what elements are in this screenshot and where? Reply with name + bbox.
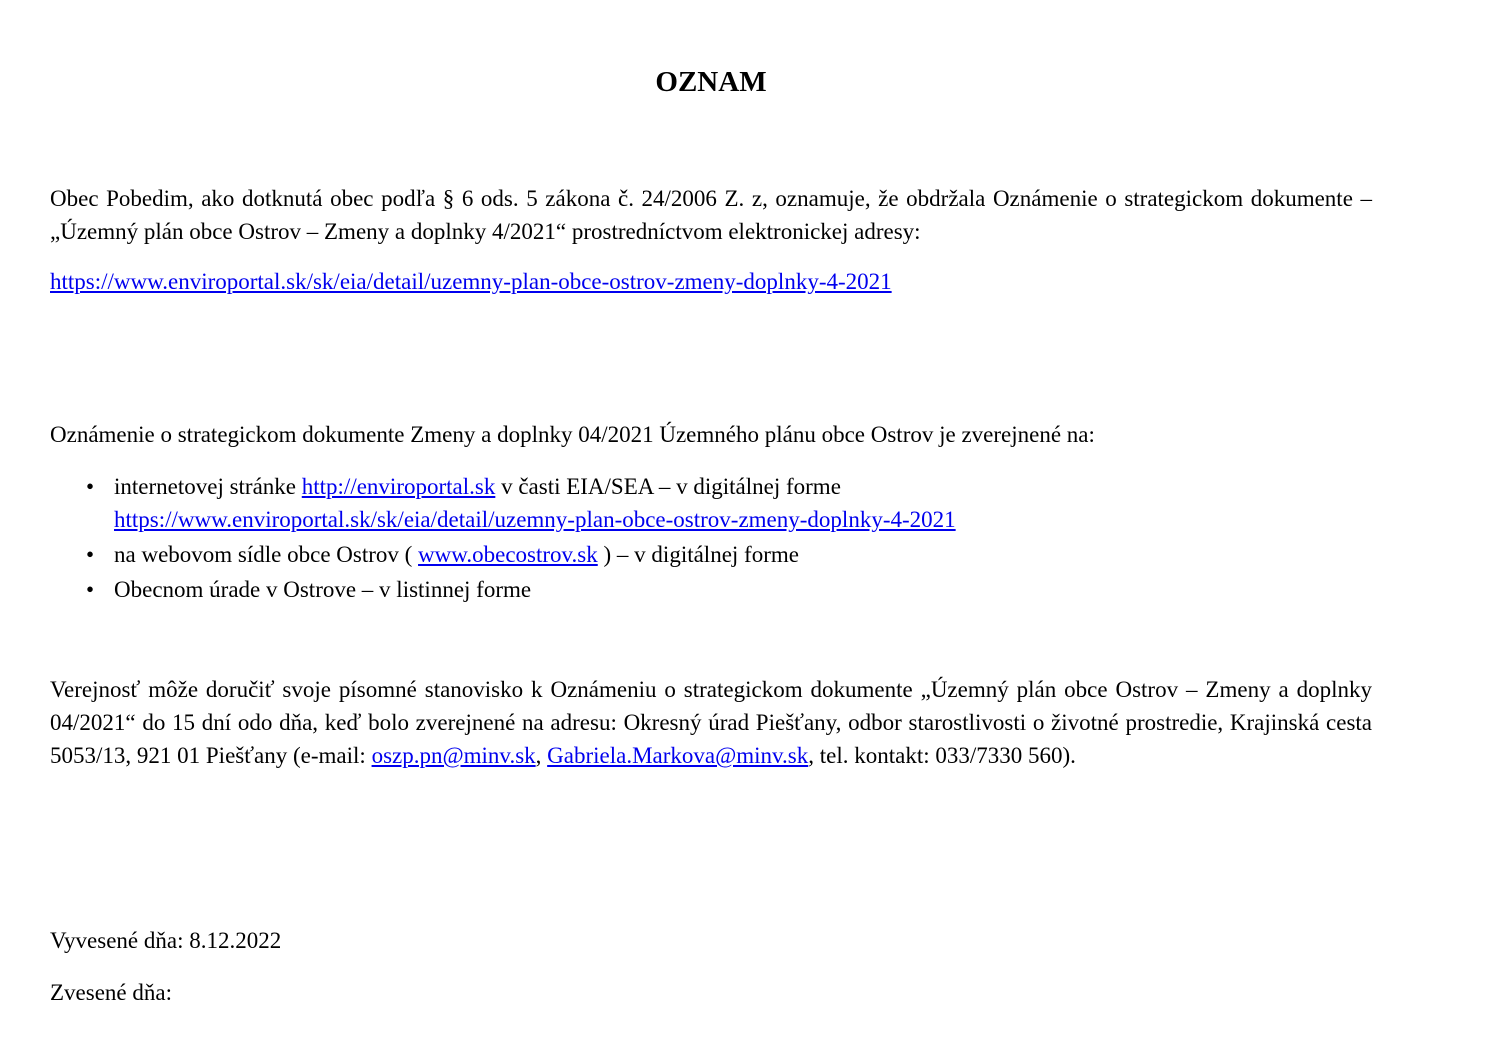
- enviroportal-detail-link[interactable]: https://www.enviroportal.sk/sk/eia/detail/uzemny-plan-obce-ostrov-zmeny-doplnky-4-2021: [50, 269, 892, 294]
- list-item-prefix: na webovom sídle obce Ostrov (: [114, 542, 419, 567]
- bullet-icon: •: [85, 542, 95, 567]
- intro-paragraph: [50, 182, 1372, 248]
- list-item: [50, 538, 1372, 571]
- public-tail: , tel. kontakt: 033/7330 560).: [808, 743, 1076, 768]
- intro-text: Obec Pobedim, ako dotknutá obec podľa § 6 ods. 5 zákona č. 24/2006 Z. z, oznamuje, že obdržala Oznámenie o strategickom dokumente – „Územný plán obce Ostrov – Zmeny a doplnky 4/2021“ prostredníctvom elektronickej adresy:: [50, 186, 1372, 244]
- public-paragraph: [50, 673, 1372, 772]
- email-link-markova[interactable]: Gabriela.Markova@minv.sk: [547, 743, 809, 768]
- published-heading: Oznámenie o strategickom dokumente Zmeny a doplnky 04/2021 Územného plánu obce Ostrov je zverejnené na:: [50, 422, 1095, 447]
- email-separator: ,: [535, 743, 548, 768]
- bullet-icon: •: [85, 577, 95, 602]
- intro-link-paragraph: [50, 265, 1372, 298]
- publication-list: [50, 470, 1372, 608]
- enviroportal-detail-link-2[interactable]: https://www.enviroportal.sk/sk/eia/detail/uzemny-plan-obce-ostrov-zmeny-doplnky-4-2021: [114, 507, 956, 532]
- list-item-suffix: ) – v digitálnej forme: [597, 542, 799, 567]
- list-item-suffix: v časti EIA/SEA – v digitálnej forme: [495, 474, 841, 499]
- list-item: [50, 470, 1372, 536]
- list-item: [50, 573, 1372, 606]
- removed-date: Zvesené dňa:: [50, 980, 172, 1005]
- enviroportal-link[interactable]: http://enviroportal.sk: [301, 474, 496, 499]
- list-item-prefix: internetovej stránke: [114, 474, 302, 499]
- list-item-text: Obecnom úrade v Ostrove – v listinnej forme: [114, 577, 532, 602]
- bullet-icon: •: [85, 474, 95, 499]
- public-text: Verejnosť môže doručiť svoje písomné stanovisko k Oznámeniu o strategickom dokumente „Územný plán obce Ostrov – Zmeny a doplnky 04/2021“ do 15 dní odo dňa, keď bolo zverejnené na adresu: Okresný úrad Piešťany, odbor starostlivosti o životné prostredie, Krajinská cesta 5053/13, 921 01 Piešťany (e-mail:: [50, 677, 1372, 768]
- posted-date: Vyvesené dňa: 8.12.2022: [50, 928, 282, 953]
- obecostrov-link[interactable]: www.obecostrov.sk: [418, 542, 598, 567]
- email-link-oszp[interactable]: oszp.pn@minv.sk: [371, 743, 536, 768]
- page-title: OZNAM: [655, 66, 767, 98]
